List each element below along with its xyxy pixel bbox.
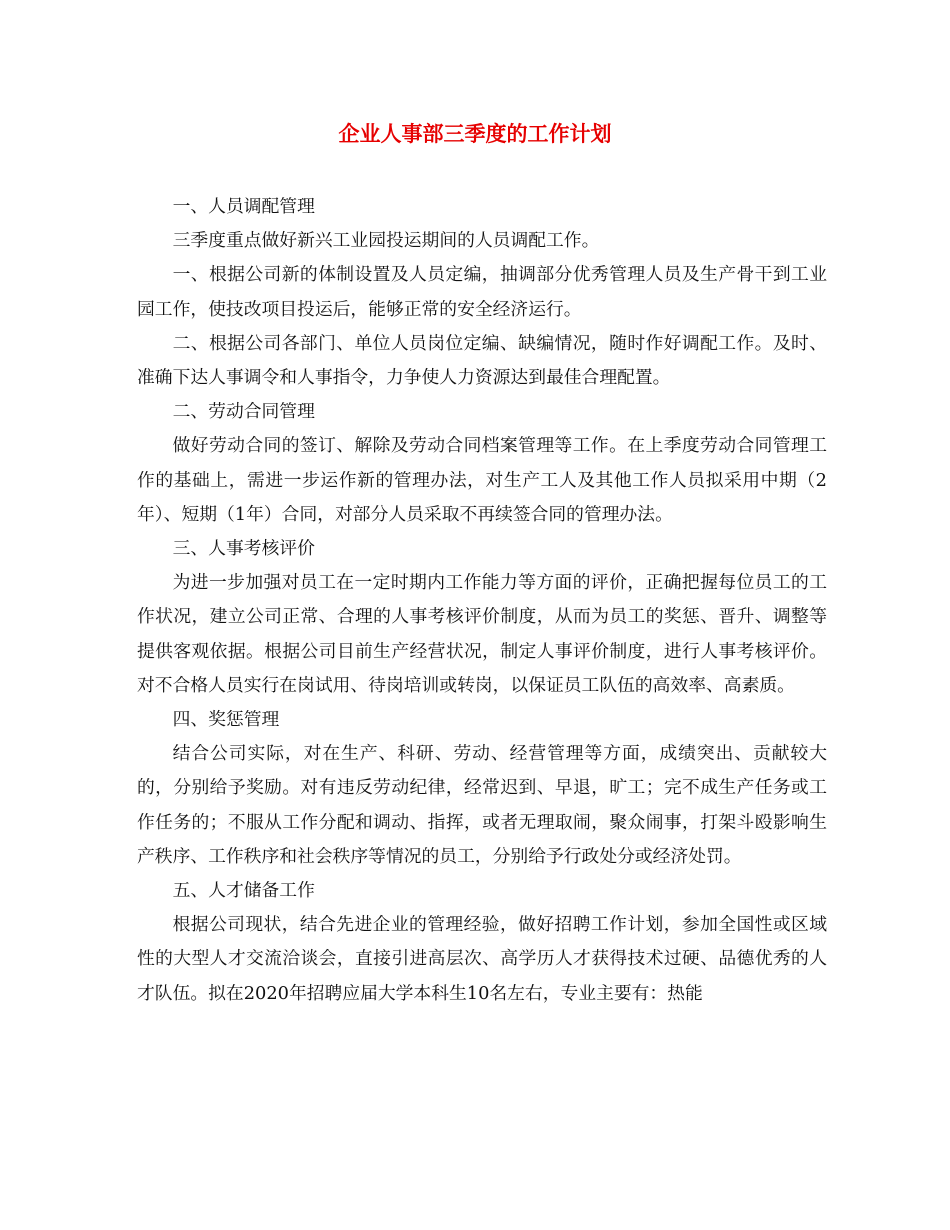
section-heading: 一、人员调配管理	[172, 196, 315, 217]
paragraph: 一、根据公司新的体制设置及人员定编，抽调部分优秀管理人员及生产骨干到工业园工作，使技改项目投运后，能够正常的安全经济运行。	[137, 264, 827, 320]
section-heading: 五、人才储备工作	[172, 880, 315, 902]
paragraph: 为进一步加强对员工在一定时期内工作能力等方面的评价，正确把握每位员工的工作状况，建立公司正常、合理的人事考核评价制度，从而为员工的奖惩、晋升、调整等提供客观依据。根据公司目前生产经营状况，制定人事评价制度，进行人事考核评价。对不合格人员实行在岗试用、待岗培训或转岗，以保证员工队伍的高效率、高素质。	[137, 572, 827, 696]
section-heading: 四、奖惩管理	[172, 709, 280, 731]
paragraph: 做好劳动合同的签订、解除及劳动合同档案管理等工作。在上季度劳动合同管理工作的基础上，需进一步运作新的管理办法，对生产工人及其他工作人员拟采用中期（2年）、短期（1年）合同，对部分人员采取不再续签合同的管理办法。	[137, 435, 827, 525]
section-heading: 二、劳动合同管理	[172, 401, 315, 423]
paragraph: 根据公司现状，结合先进企业的管理经验，做好招聘工作计划，参加全国性或区域性的大型人才交流洽谈会，直接引进高层次、高学历人才获得技术过硬、品德优秀的人才队伍。拟在2020年招聘应届大学本科生10名左右，专业主要有：热能	[137, 914, 827, 1004]
paragraph: 二、根据公司各部门、单位人员岗位定编、缺编情况，随时作好调配工作。及时、准确下达人事调令和人事指令，力争使人力资源达到最佳合理配置。	[137, 332, 827, 389]
document-title: 企业人事部三季度的工作计划	[338, 121, 612, 146]
section-heading: 三、人事考核评价	[172, 538, 315, 560]
document-body	[137, 190, 827, 1011]
paragraph: 三季度重点做好新兴工业园投运期间的人员调配工作。	[172, 230, 600, 252]
paragraph: 结合公司实际，对在生产、科研、劳动、经营管理等方面，成绩突出、贡献较大的，分别给予奖励。对有违反劳动纪律，经常迟到、早退，旷工；完不成生产任务或工作任务的；不服从工作分配和调动、指挥，或者无理取闹，聚众闹事，打架斗殴影响生产秩序、工作秩序和社会秩序等情况的员工，分别给予行政处分或经济处罚。	[137, 743, 827, 867]
